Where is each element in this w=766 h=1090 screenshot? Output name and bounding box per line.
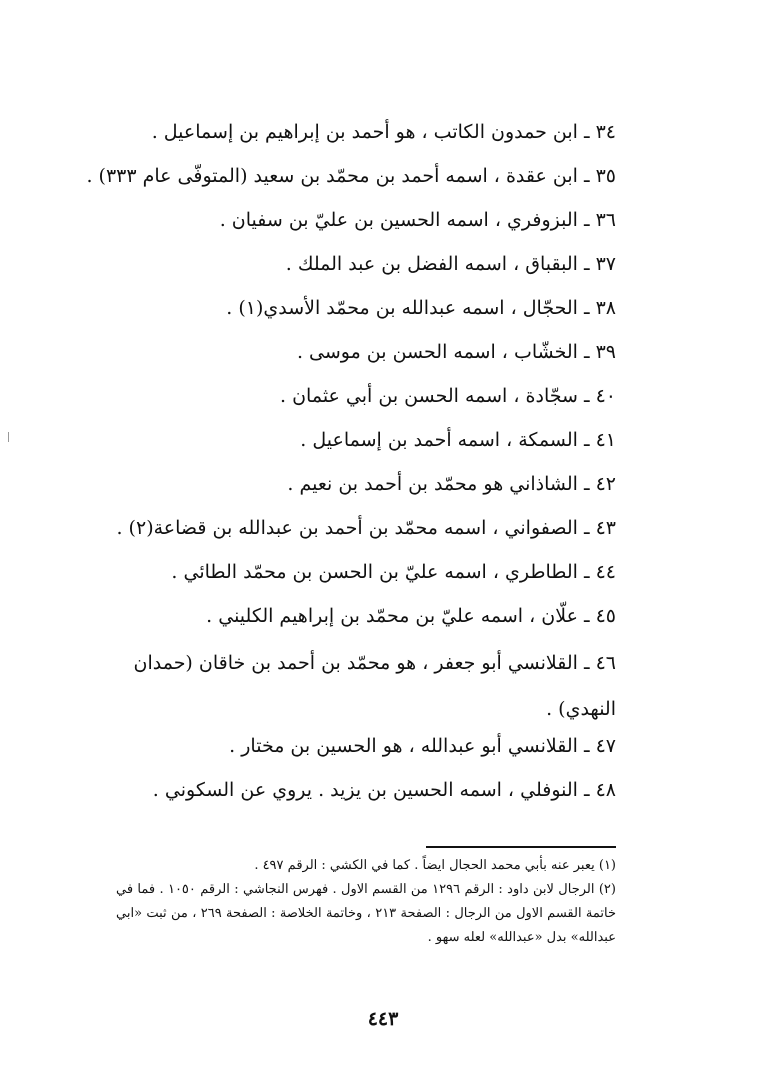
- entry-42: ٤٢ ـ الشاذاني هو محمّد بن أحمد بن نعيم .: [287, 473, 616, 495]
- entry-36: ٣٦ ـ البزوفري ، اسمه الحسين بن عليّ بن سفيان .: [219, 209, 616, 231]
- footnote-1: (١) يعبر عنه بأبي محمد الحجال ايضاً . كما في الكشي : الرقم ٤٩٧ .: [254, 858, 616, 873]
- entry-43: ٤٣ ـ الصفواني ، اسمه محمّد بن أحمد بن عبدالله بن قضاعة(٢) .: [116, 517, 616, 539]
- page-number: ٤٤٣: [367, 1008, 399, 1030]
- footnote-2: (٢) الرجال لابن داود : الرقم ١٢٩٦ من القسم الاول . فهرس النجاشي : الرقم ١٠٥٠ . فما في خاتمة القسم الاول من الرجال : الصفحة ٢١٣ ، وخاتمة الخلاصة : الصفحة ٢٦٩ ، من ثبت «ابي عبدالله» بدل «عبدالله» لعله سهو .: [116, 882, 617, 945]
- entry-39: ٣٩ ـ الخشّاب ، اسمه الحسن بن موسى .: [296, 341, 616, 363]
- entry-41: ٤١ ـ السمكة ، اسمه أحمد بن إسماعيل .: [300, 429, 616, 451]
- entry-35: ٣٥ ـ ابن عقدة ، اسمه أحمد بن محمّد بن سعيد (المتوفّى عام ٣٣٣) .: [86, 165, 616, 187]
- scan-edge-mark: [8, 432, 9, 442]
- entry-46: ٤٦ ـ القلانسي أبو جعفر ، هو محمّد بن أحمد بن خاقان (حمدان النهدي) .: [133, 652, 616, 720]
- entry-list: [86, 118, 616, 820]
- entry-37: ٣٧ ـ البقباق ، اسمه الفضل بن عبد الملك .: [285, 253, 616, 275]
- entry-48: ٤٨ ـ النوفلي ، اسمه الحسين بن يزيد . يروي عن السكوني .: [152, 779, 616, 801]
- entry-38: ٣٨ ـ الحجّال ، اسمه عبدالله بن محمّد الأسدي(١) .: [226, 297, 616, 319]
- entry-34: ٣٤ ـ ابن حمدون الكاتب ، هو أحمد بن إبراهيم بن إسماعيل .: [151, 121, 616, 143]
- entry-45: ٤٥ ـ علّان ، اسمه عليّ بن محمّد بن إبراهيم الكليني .: [206, 605, 616, 627]
- entry-44: ٤٤ ـ الطاطري ، اسمه عليّ بن الحسن بن محمّد الطائي .: [171, 561, 616, 583]
- entry-47: ٤٧ ـ القلانسي أبو عبدالله ، هو الحسين بن مختار .: [229, 735, 616, 757]
- footnote-separator: [426, 846, 616, 848]
- footnotes: [116, 854, 616, 950]
- entry-40: ٤٠ ـ سجّادة ، اسمه الحسن بن أبي عثمان .: [280, 385, 616, 407]
